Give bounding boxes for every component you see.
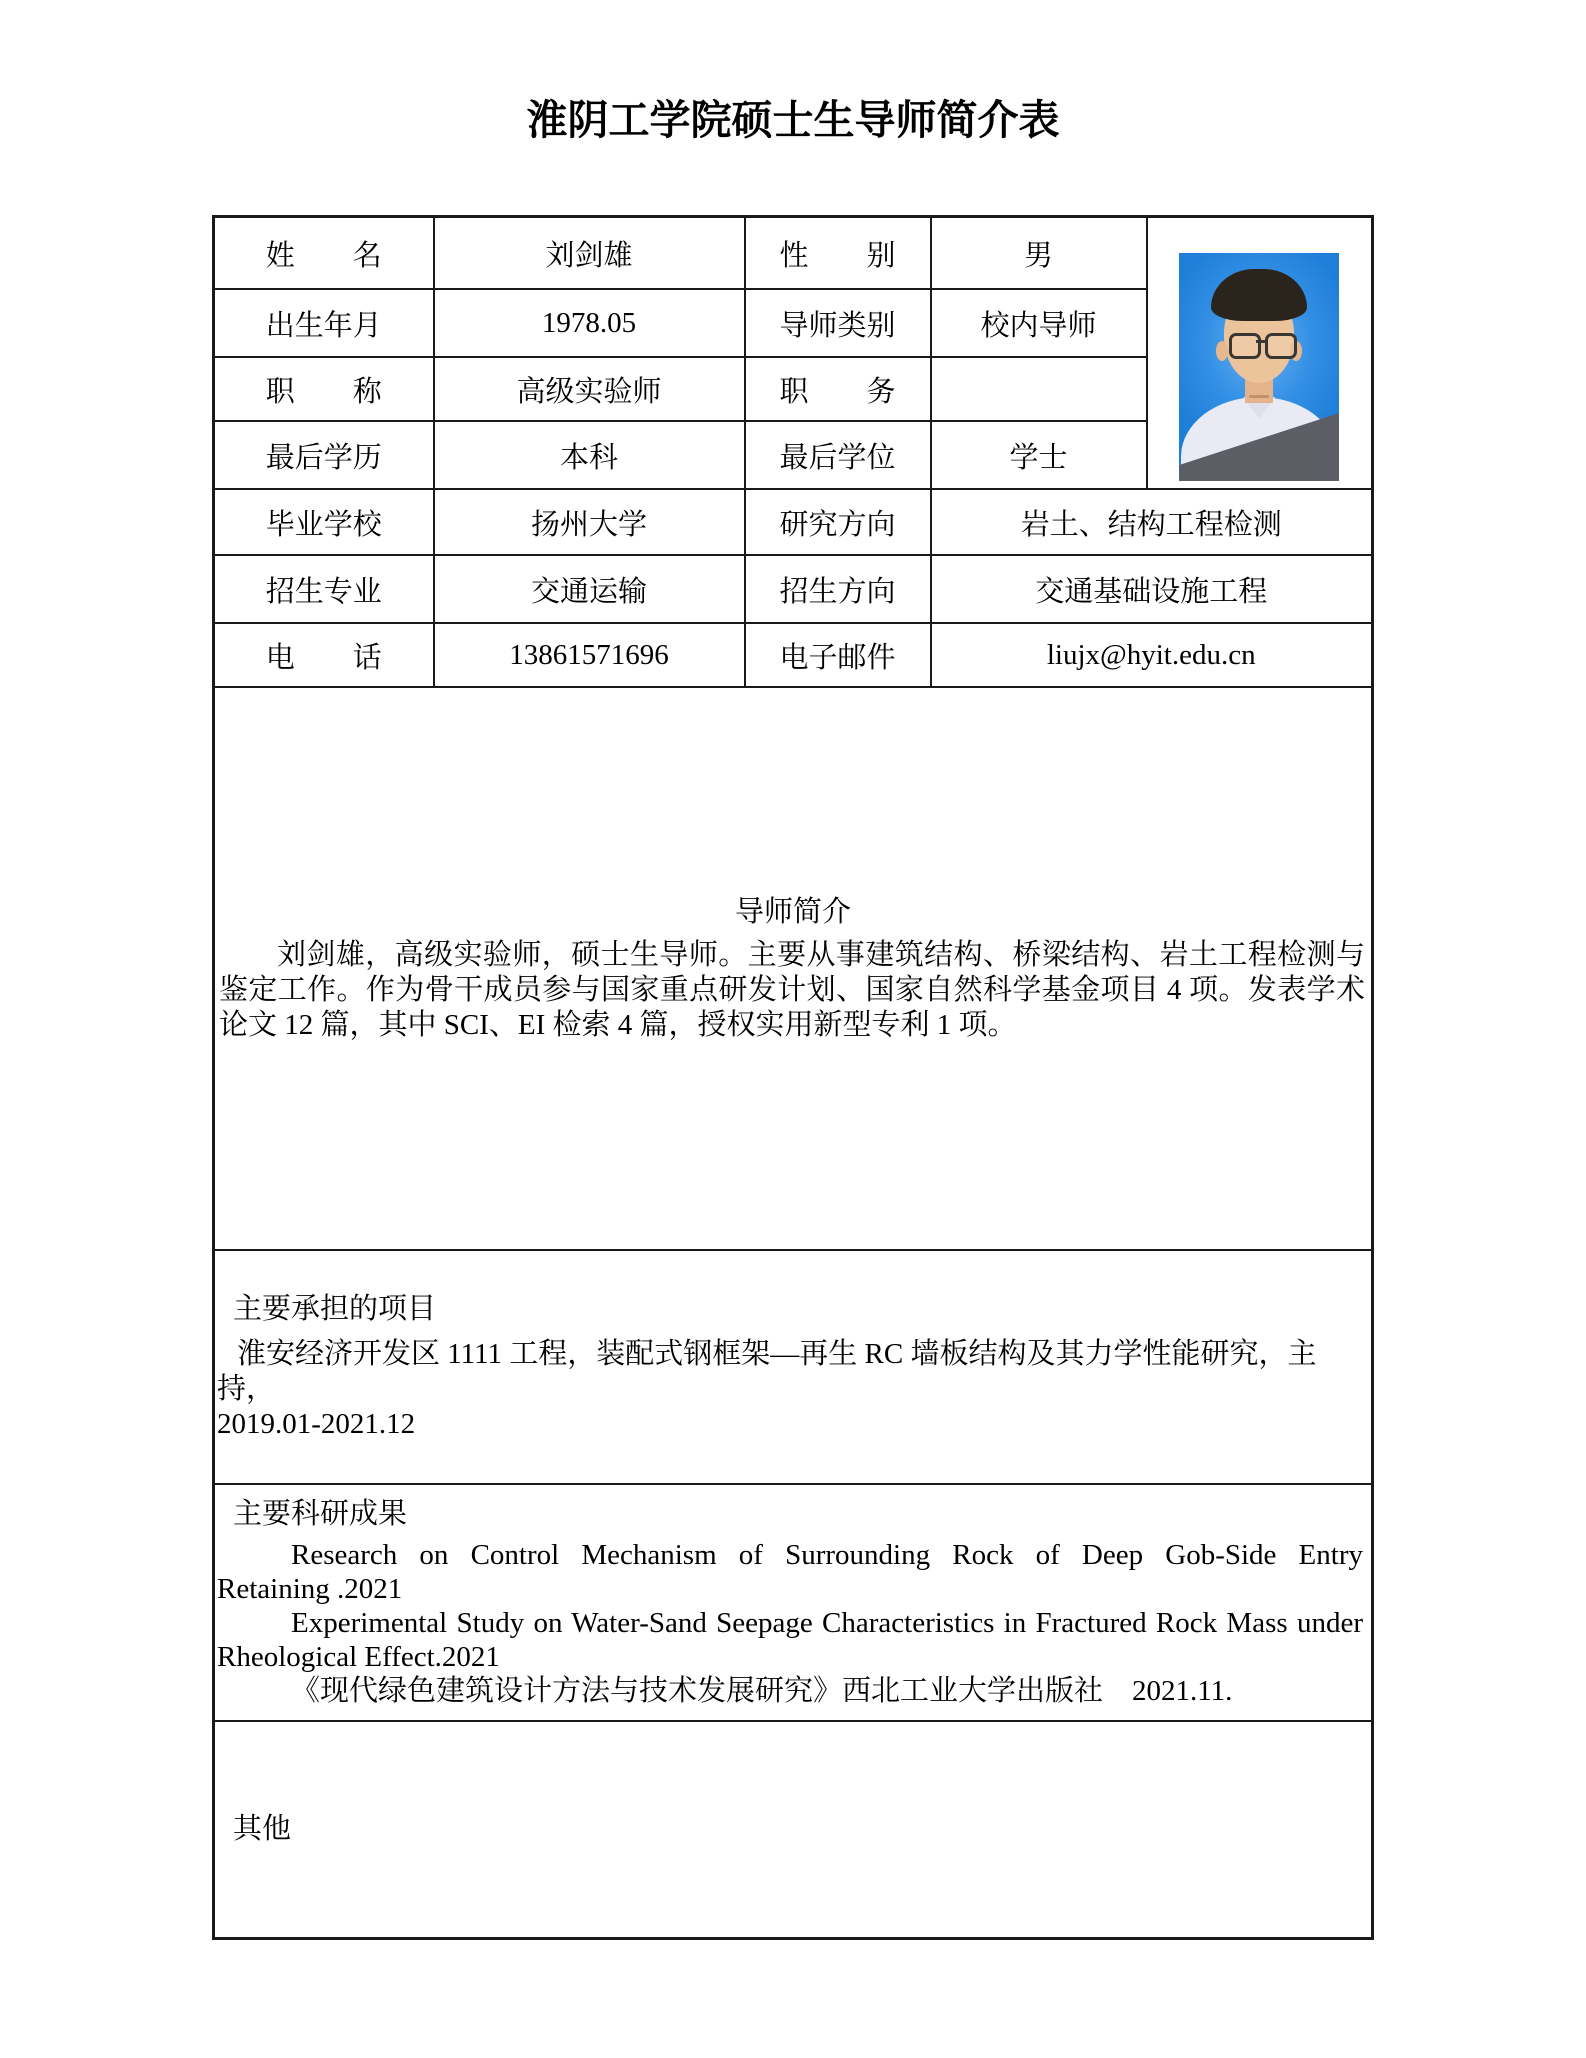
gender-label: 性 别 — [745, 217, 931, 290]
table-row — [214, 687, 1373, 1250]
page-title: 淮阴工学院硕士生导师简介表 — [526, 97, 1060, 143]
name-value: 刘剑雄 — [434, 217, 745, 290]
photo-cell — [1147, 217, 1373, 490]
achievement-line: Experimental Study on Water-Sand Seepage Characteristics in Fractured Rock Mass under — [291, 1607, 1363, 1639]
phone-value: 13861571696 — [434, 623, 745, 687]
enroll-major-value: 交通运输 — [434, 555, 745, 623]
achievements-heading: 主要科研成果 — [233, 1498, 408, 1530]
gender-value: 男 — [931, 217, 1147, 290]
school-value: 扬州大学 — [434, 489, 745, 555]
advisor-photo — [1179, 253, 1339, 481]
research-direction-value: 岩土、结构工程检测 — [931, 489, 1373, 555]
projects-section — [214, 1250, 1373, 1484]
enroll-major-label: 招生专业 — [214, 555, 434, 623]
table-row — [214, 555, 1373, 623]
intro-heading: 导师简介 — [734, 895, 851, 928]
title-label: 职 称 — [214, 357, 434, 421]
research-direction-label: 研究方向 — [745, 489, 931, 555]
table-row — [214, 217, 1373, 290]
school-label: 毕业学校 — [214, 489, 434, 555]
achievement-line: Retaining .2021 — [217, 1573, 403, 1605]
title-value: 高级实验师 — [434, 357, 745, 421]
advisor-type-label: 导师类别 — [745, 289, 931, 357]
email-value: liujx@hyit.edu.cn — [931, 623, 1373, 687]
intro-body: 刘剑雄，高级实验师，硕士生导师。主要从事建筑结构、桥梁结构、岩土工程检测与鉴定工作。作为骨干成员参与国家重点研发计划、国家自然科学基金项目 4 项。发表学术论文 12 篇，其中 SCI、EI 检索 4 篇，授权实用新型专利 1 项。 — [219, 938, 1365, 1041]
birthdate-label: 出生年月 — [214, 289, 434, 357]
project-item-line: 淮安经济开发区 1111 工程，装配式钢框架—再生 RC 墙板结构及其力学性能研究，主持， — [217, 1338, 1317, 1405]
enroll-direction-label: 招生方向 — [745, 555, 931, 623]
portrait-mouth — [1249, 395, 1269, 398]
table-row — [214, 1484, 1373, 1721]
achievement-line: 《现代绿色建筑设计方法与技术发展研究》西北工业大学出版社 2021.11. — [291, 1675, 1233, 1707]
enroll-direction-value: 交通基础设施工程 — [931, 555, 1373, 623]
position-value — [931, 357, 1147, 421]
achievement-item — [215, 1606, 1371, 1674]
projects-heading: 主要承担的项目 — [233, 1293, 437, 1325]
table-row — [214, 623, 1373, 687]
intro-section — [214, 687, 1373, 1250]
advisor-type-value: 校内导师 — [931, 289, 1147, 357]
table-row — [214, 489, 1373, 555]
email-label: 电子邮件 — [745, 623, 931, 687]
advisor-info-table — [212, 215, 1374, 1940]
achievements-section — [214, 1484, 1373, 1721]
degree-label: 最后学位 — [745, 421, 931, 489]
degree-value: 学士 — [931, 421, 1147, 489]
name-label: 姓 名 — [214, 217, 434, 290]
achievement-item — [215, 1674, 1371, 1708]
education-value: 本科 — [434, 421, 745, 489]
achievement-line: Rheological Effect.2021 — [217, 1641, 500, 1673]
birthdate-value: 1978.05 — [434, 289, 745, 357]
achievement-line: Research on Control Mechanism of Surrounding Rock of Deep Gob-Side Entry — [291, 1539, 1363, 1571]
table-row — [214, 1721, 1373, 1939]
project-item-line: 2019.01-2021.12 — [217, 1408, 416, 1440]
education-label: 最后学历 — [214, 421, 434, 489]
achievement-item — [215, 1538, 1371, 1606]
portrait-glasses — [1179, 333, 1339, 357]
other-heading: 其他 — [233, 1813, 292, 1845]
portrait-hair — [1211, 269, 1307, 321]
table-row — [214, 1250, 1373, 1484]
position-label: 职 务 — [745, 357, 931, 421]
phone-label: 电 话 — [214, 623, 434, 687]
other-section — [214, 1721, 1373, 1939]
